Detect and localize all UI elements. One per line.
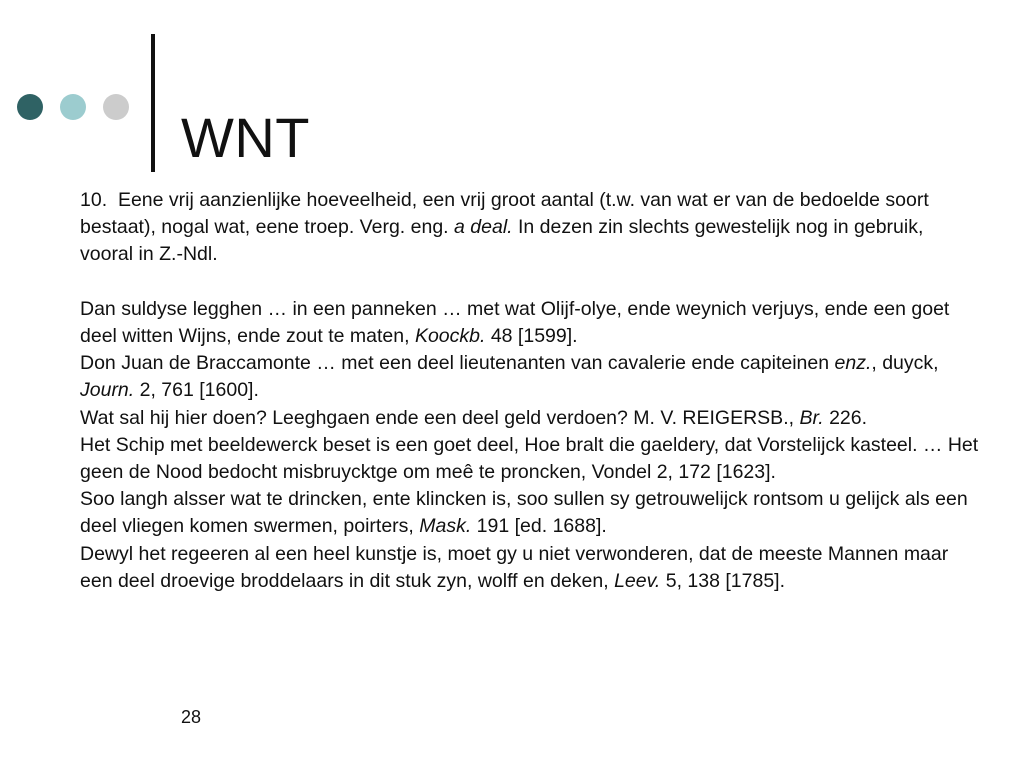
decorative-dot-light-teal	[60, 94, 86, 120]
source-reference: 191 [ed. 1688].	[471, 515, 607, 538]
quote-6	[80, 541, 980, 595]
quote-text: Wat sal hij hier doen? Leeghgaen ende een deel geld verdoen? M. V. REIGERSB.,	[80, 406, 800, 429]
quote-4	[80, 432, 980, 486]
quote-1	[80, 296, 980, 350]
slide-body	[80, 187, 980, 595]
title-divider-line	[151, 34, 155, 172]
quote-text: Dan suldyse legghen … in een panneken … met wat Olijf-olye, ende weynich verjuys, ende een goet deel witten Wijns, ende zout te maten,	[80, 297, 950, 347]
definition-text-continued: In dezen zin slechts gewestelijk nog in gebruik, vooral in Z.-Ndl.	[80, 216, 924, 266]
quote-text: Het Schip met beeldewerck beset is een goet deel, Hoe bralt die gaeldery, dat Vorstelijck kasteel. … Het geen de Nood bedocht misbruycktge om meê te proncken, Vondel 2, 172 [1623].	[80, 433, 979, 484]
quote-3	[80, 405, 980, 432]
source-title: Leev.	[614, 569, 661, 592]
definition-paragraph	[80, 187, 980, 269]
source-reference: 226.	[823, 406, 868, 429]
quote-5	[80, 486, 980, 540]
source-title: Koockb.	[414, 325, 486, 347]
slide-title: WNT	[181, 105, 311, 169]
source-reference: 5, 138 [1785].	[660, 569, 786, 592]
source-title: Br.	[799, 406, 824, 429]
definition-italic-term: a deal.	[454, 216, 513, 239]
source-title: Journ.	[80, 379, 135, 402]
paragraph-gap	[80, 269, 980, 296]
page-number: 28	[181, 707, 202, 727]
source-title: Mask.	[419, 515, 472, 538]
source-reference: 48 [1599].	[485, 325, 578, 347]
decorative-dot-dark	[17, 94, 43, 120]
quote-2	[80, 350, 980, 404]
quote-abbreviation: enz.	[834, 352, 872, 375]
quote-text: Don Juan de Braccamonte … met een deel lieutenanten van cavalerie ende capiteinen	[80, 352, 835, 375]
quote-text: Dewyl het regeeren al een heel kunstje is, moet gy u niet verwonderen, dat de meeste Mannen maar een deel droevige broddelaars in dit stuk zyn, wolff en deken,	[80, 542, 949, 592]
decorative-dot-grey	[103, 94, 129, 120]
quote-text: Soo langh alsser wat te drincken, ente klincken is, soo sullen sy getrouwelijck rontsom u gelijck als een deel vliegen komen swermen, poirters,	[80, 488, 968, 538]
source-author: , duyck,	[871, 352, 939, 375]
definition-number: 10.	[80, 189, 108, 211]
source-reference: 2, 761 [1600].	[134, 379, 259, 402]
definition-text: Eene vrij aanzienlijke hoeveelheid, een vrij groot aantal (t.w. van wat er van de bedoelde soort bestaat), nogal wat, eene troep. Verg. eng.	[80, 189, 929, 239]
